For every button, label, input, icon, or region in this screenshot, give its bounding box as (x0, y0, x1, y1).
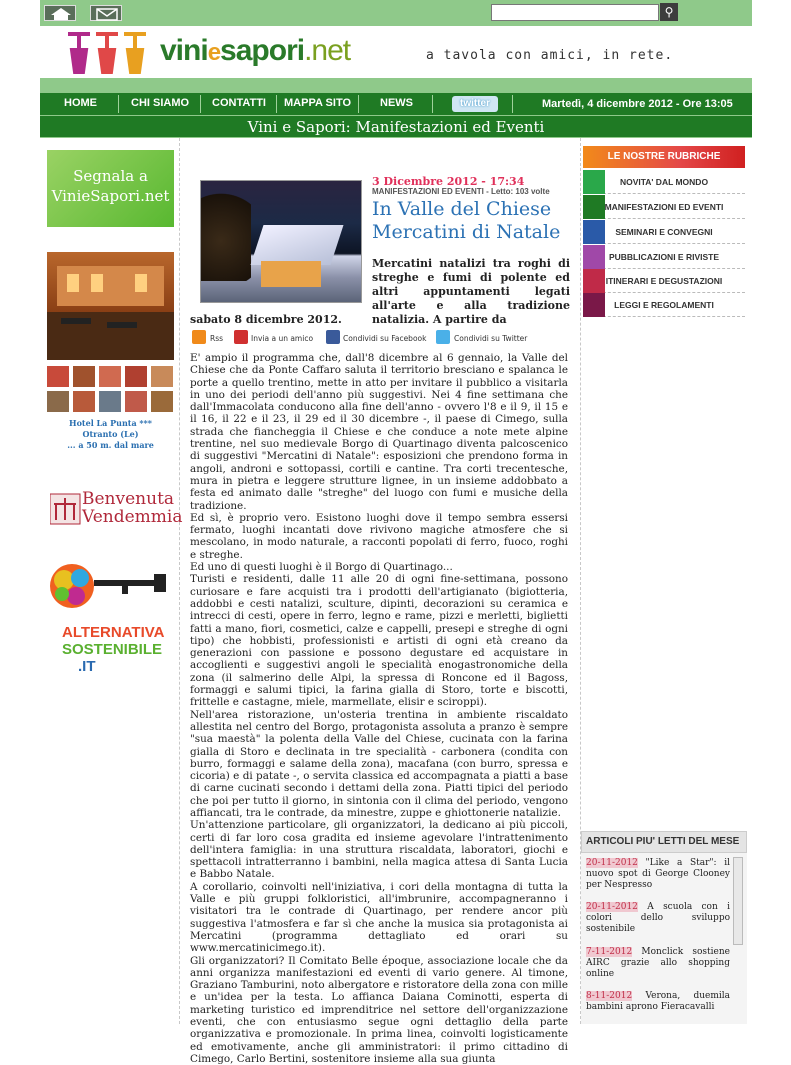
main-nav (40, 92, 752, 116)
benvenuta-vendemmia-banner[interactable]: Benvenuta Vendemmia (50, 490, 174, 530)
nav-mappa-sito[interactable]: MAPPA SITO (284, 97, 352, 109)
search-icon[interactable]: ⚲ (660, 3, 678, 21)
left-sidebar (40, 138, 183, 1024)
rubrica-seminari[interactable]: SEMINARI E CONVEGNI (583, 220, 745, 244)
rubrica-leggi[interactable]: LEGGI E REGOLAMENTI (583, 293, 745, 317)
list-item[interactable]: 20-11-2012 "Like a Star": il nuovo spot di George Clooney per Nespresso (586, 858, 730, 890)
email-icon[interactable] (234, 330, 248, 344)
share-bar (190, 330, 570, 346)
article-paragraph: Turisti e residenti, dalle 11 alle 20 di ogni fine-settimana, possono curiosare e fare acquisti tra i prodotti dell'artigianato (bigiotteria, addobbi e cesti natalizi, sculture, dipinti, decorazioni su ceramica e intrecci di cesti, opere in ferro, legno e rame, pizzi e merletti, biglietti fatti a mano, fiori, cosmetici, calze e cappelli, presepi e streghe di ogni tipo) che hobbisti, professionisti e artisti di ogni età creano da generazioni con passione e possono degustare ed acquistare in accoglienti e suggestivi angoli le specialità enogastronomiche della zona (il salmerino delle Alpi, la spressa di Roncone ed il Bagoss, formaggi e salumi tipici, la farina gialla di Storo, torte e biscotti, frittelle e castagne, miele, marmellate, elisir e sciroppi). (190, 573, 568, 709)
article-body (190, 352, 568, 1065)
hotel-banner-image[interactable] (47, 252, 174, 360)
most-read-title: ARTICOLI PIU' LETTI DEL MESE (581, 831, 747, 853)
nav-chi-siamo[interactable]: CHI SIAMO (131, 97, 190, 109)
article-intro-date: sabato 8 dicembre 2012. (190, 313, 342, 326)
hotel-thumbnails[interactable] (47, 366, 174, 414)
article-paragraph: Gli organizzatori? Il Comitato Belle époque, associazione locale che da anni organizza manifestazioni ed eventi di vario genere. Al timone, Graziano Tamburini, noto albergatore e ristoratore della zona con mille e un'idea per la testa. Lo affianca Daiana Cominotti, esperta di marketing turistico ed imprenditrice nel settore dell'organizzazione eventi, che con entusiasmo segue ogni dettaglio della parte organizzativa e promozionale. In prima linea, coinvolti logisticamente ed emotivamente, anche gli amministratori: il primo cittadino di Cimego, Carlo Bertini, sostenitore insieme alla sua giunta (190, 954, 568, 1065)
article-paragraph: E' ampio il programma che, dall'8 dicembre al 6 gennaio, la Valle del Chiese che da Ponte Caffaro saluta il territorio bresciano e spalanca le porte a quello trentino, mette in atto per invitare il pubblico a visitarla in uno dei periodi dell'anno più suggestivi. Nei 4 fine settimana che dall'Immacolata conducono alla fine dell'anno - ovvero l'8 e il 9, il 15 e il 16, il 22 e il 23, il 29 ed il 30 dicembre -, il paese di Cimego, sulla strada che fiancheggia il Chiese e che conduce a note mete alpine trentine, nel suo medievale Borgo di Quartinago diventa palcoscenico di suggestivi "Mercatini di Natale": esposizioni che prendono forma in angoli, androni e sottopassi, cortili e cantine. Tra corti trecentesche, mura in pietra e leggere strutture lignee, in un insieme addobbato a festa ed animato dalle "streghe" del luogo con fumi e musiche della tradizione. (190, 352, 568, 512)
right-sidebar (580, 138, 752, 1024)
article-paragraph: Ed uno di questi luoghi è il Borgo di Quartinago... (190, 561, 453, 574)
header-divider (40, 78, 752, 92)
rubrica-itinerari[interactable]: ITINERARI E DEGUSTAZIONI (583, 269, 745, 293)
list-item[interactable]: 8-11-2012 Verona, duemila bambini aprono Fieracavalli (586, 991, 730, 1012)
send-friend-link[interactable]: Invia a un amico (251, 334, 314, 343)
nav-home[interactable]: HOME (64, 97, 97, 109)
home-icon[interactable] (44, 5, 76, 21)
nav-news[interactable]: NEWS (380, 97, 413, 109)
rubrica-pubblicazioni[interactable]: PUBBLICAZIONI E RIVISTE (583, 245, 745, 269)
twitter-icon[interactable] (436, 330, 450, 344)
rss-link[interactable]: Rss (210, 334, 224, 343)
facebook-share-link[interactable]: Condividi su Facebook (343, 334, 427, 343)
most-read-list (581, 853, 747, 1024)
page-title: Vini e Sapori: Manifestazioni ed Eventi (40, 116, 752, 138)
article-title: In Valle del Chiese Mercatini di Natale (372, 198, 561, 243)
tagline: a tavola con amici, in rete. (426, 48, 674, 63)
nav-contatti[interactable]: CONTATTI (212, 97, 266, 109)
article-paragraph: Ed sì, è proprio vero. Esistono luoghi dove il tempo sembra essersi fermato, luoghi incantati dove rivivono magiche atmosfere che si mescolano, in modo naturale, a racconti popolati di ferro, fuoco, roghi e streghe. (190, 511, 568, 561)
corkscrew-logo-icon[interactable] (64, 28, 154, 76)
article-paragraph: Nell'area ristorazione, un'osteria trentina in ambiente riscaldato allestita nel centro del Borgo, protagonista assoluta a pranzo è sempre "sua maestà" la polenta della Valle del Chiese, cucinata con la farina gialla di Storo e declinata in tre specialità - carbonera (condita con burro, formaggi e salame della zona), macafana (con burro, spressa e cicoria) e di patate -, o servita classica ed accompagnata a piatti a base di carne cucinati secondo i dettami della zona. Piatti tipici del periodo che poi per tutto il giorno, in sintonia con il clima del periodo, vengono affiancati, tra le contrade, da minestre, zuppe e ghiottonerie natalizie. (190, 708, 568, 819)
article-intro: Mercatini natalizi tra roghi di streghe e fumi di polente ed altri appuntamenti legati all'arte e alla tradizione natalizia. A partire da (372, 257, 570, 326)
list-item[interactable]: 7-11-2012 Monclick sostiene AIRC grazie allo shopping online (586, 947, 730, 979)
twitter-button[interactable]: twitter (452, 96, 498, 112)
article-meta: MANIFESTAZIONI ED EVENTI - Letto: 103 volte (372, 187, 550, 196)
article-paragraph: A corollario, coinvolti nell'iniziativa, i cori della montagna di tutta la Valle e più gruppi folkloristici, all'imbrunire, accompagneranno i visitatori tra le contrade di Quartinago, per rendere ancor più suggestiva l'atmosfera e far sì che anche la musica sia protagonista ai Mercatini (programma dettagliato ed orari su www.mercatinicimego.it). (190, 880, 568, 955)
facebook-icon[interactable] (326, 330, 340, 344)
article-paragraph: Un'attenzione particolare, gli organizzatori, la dedicano ai più piccoli, certi di far loro cosa gradita ed insieme agevolare l'intrattenimento dell'intera famiglia: in una struttura riscaldata, laboratori, giochi e spettacoli intratterranno i bambini, nella magica attesa di Santa Lucia e Babbo Natale. (190, 819, 568, 881)
mail-icon[interactable] (90, 5, 122, 21)
article-image (200, 180, 362, 303)
site-logo[interactable]: viniesapori.net (160, 34, 351, 67)
alternativa-sostenibile-banner[interactable]: ALTERNATIVA SOSTENIBILE .IT (50, 558, 174, 688)
rss-icon[interactable] (192, 330, 206, 344)
hotel-caption[interactable]: Hotel La Punta *** Otranto (Le) ... a 50 m. dal mare (67, 418, 154, 450)
article-date: 3 Dicembre 2012 - 17:34 (372, 175, 525, 188)
current-date: Martedì, 4 dicembre 2012 - Ore 13:05 (542, 98, 733, 110)
scrollbar[interactable] (733, 857, 743, 945)
search-input[interactable] (491, 4, 659, 21)
segnala-banner[interactable]: Segnala a VinieSapori.net (47, 150, 174, 227)
site-header (40, 26, 752, 78)
rubriche-title: LE NOSTRE RUBRICHE (583, 146, 745, 168)
twitter-share-link[interactable]: Condividi su Twitter (454, 334, 528, 343)
top-bar (40, 0, 752, 26)
rubrica-novita[interactable]: NOVITA' DAL MONDO (583, 170, 745, 194)
list-item[interactable]: 20-11-2012 A scuola con i colori dello sviluppo sostenibile (586, 902, 730, 934)
rubrica-manifestazioni[interactable]: MANIFESTAZIONI ED EVENTI (583, 195, 745, 219)
